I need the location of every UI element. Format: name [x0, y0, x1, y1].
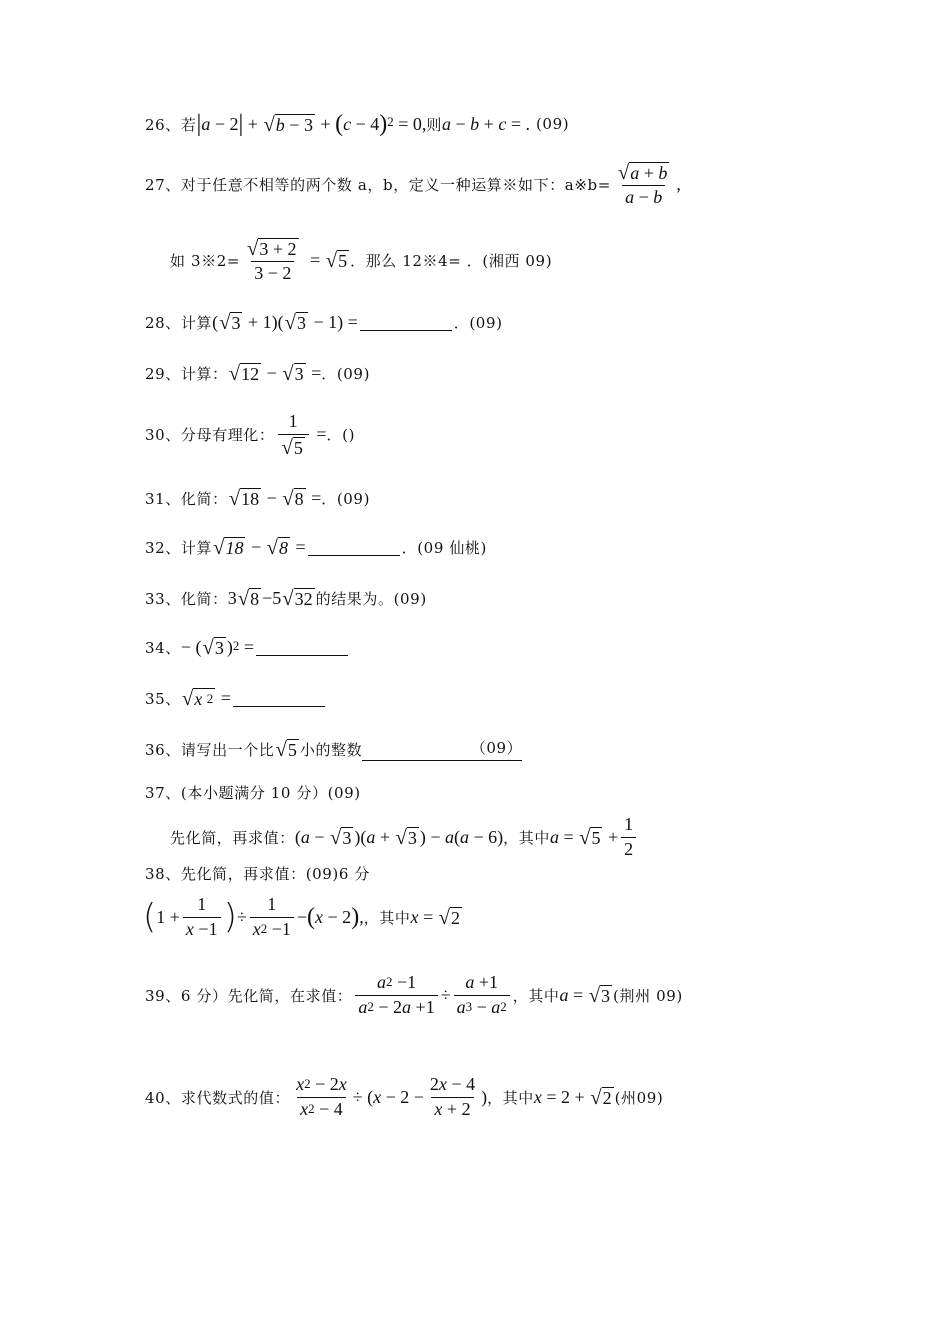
question-30: 30、 分母有理化： 1 √ 5 = ．() — [145, 411, 356, 459]
question-35: 35、 √ x 2 = — [145, 688, 327, 709]
formula-28: ( √ 3 + 1)( √ 3 − 1) = — [212, 312, 358, 335]
question-32: 32、 计算 √ 18 − √ 8 = ．(09 仙桃) — [145, 537, 487, 560]
formula-39: $\frac{a2 -1}{a2 - 2a +1}$ ÷ $\frac{a +1}{a3 - a2}$ — [352, 973, 512, 1018]
formula-32: √ 18 − √ 8 = — [213, 537, 306, 560]
formula-26: | a − 2 | + √ b − 3 + ( c − 4 ) 2 = 0, — [196, 111, 427, 137]
formula-31: √ 18 − √ 8 = — [228, 488, 322, 511]
formula-30: 1 √ 5 = — [275, 412, 327, 458]
question-27: 27、 对于任意不相等的两个数 a，b，定义一种运算※如下：a※b= √ a + b a − b , — [145, 162, 681, 207]
answer-blank[interactable] — [308, 554, 400, 556]
formula-35: √ x 2 = — [181, 688, 231, 711]
answer-blank[interactable] — [233, 705, 325, 707]
answer-blank[interactable]: （09） — [362, 737, 522, 761]
question-31: 31、 化简： √ 18 − √ 8 = ．(09) — [145, 488, 371, 511]
formula-37: ( a − √ 3 )( a + √ 3 ) − a ( a − 6) — [294, 826, 504, 849]
question-38-body: ( 1 + $\frac{1}{x -1}$ ) ÷ $\frac{1}{x2 -1}$ − ( x − 2 ) , ，其中 x = √ 2 — [143, 894, 461, 939]
question-37-body: 先化简，再求值： ( a − √ 3 )( a + √ 3 ) − a ( a − 6) ，其中 a = √ 5 + $\frac{1}{2}$ — [170, 815, 639, 860]
formula-29: √ 12 − √ 3 = — [228, 363, 322, 386]
formula-40: $\frac{x2 - 2x}{x2 - 4}$ ÷ ( x − 2 − $\frac{2x - 4}{x + 2}$ ) — [296, 1074, 488, 1119]
question-34: 34、 − ( √ 3 ) 2 = — [145, 637, 350, 658]
formula-36: √ 5 — [275, 738, 297, 761]
question-36: 36、 请写出一个比 √ 5 小的整数 （09） — [145, 738, 523, 761]
question-27-example: 如 3※2= √ 3 + 2 3 − 2 = √ 5 ．那么 12※4= ．(湘西 09) — [170, 238, 553, 283]
question-38: 38、 先化简，再求值：(09)6 分 — [145, 865, 370, 883]
question-39: 39、 6 分）先化简，在求值： $\frac{a2 -1}{a2 - 2a +1}$ ÷ $\frac{a +1}{a3 - a2}$ ，其中 a = √ 3 (荆州 09) — [145, 972, 683, 1017]
formula-27-def: √ a + b a − b , — [617, 162, 681, 207]
question-26: 26、 若 | a − 2 | + √ b − 3 + ( c − 4 ) 2 = 0, 则 a − b + c = . (09) — [145, 111, 570, 137]
formula-27-example: √ 3 + 2 3 − 2 = √ 5 — [247, 238, 348, 283]
answer-blank[interactable] — [360, 329, 452, 331]
answer-blank[interactable] — [256, 654, 348, 656]
formula-33: 3 √ 8 −5 √ 32 — [227, 588, 313, 611]
question-28: 28、 计算 ( √ 3 + 1)( √ 3 − 1) = ．(09) — [145, 312, 503, 335]
question-29: 29、 计算： √ 12 − √ 3 = ．(09) — [145, 363, 371, 386]
question-40: 40、 求代数式的值： $\frac{x2 - 2x}{x2 - 4}$ ÷ ( x − 2 − $\frac{2x - 4}{x + 2}$ ) ，其中 x = 2 + √ 2 (州09) — [145, 1074, 664, 1119]
question-37: 37、 (本小题满分 10 分）(09) — [145, 784, 361, 802]
formula-34: − ( √ 3 ) 2 = — [180, 637, 255, 660]
question-33: 33、 化简： 3 √ 8 −5 √ 32 的结果为。(09) — [145, 588, 427, 611]
formula-38: ( 1 + $\frac{1}{x -1}$ ) ÷ $\frac{1}{x2 -1}$ − ( x − 2 ) , — [143, 894, 364, 939]
